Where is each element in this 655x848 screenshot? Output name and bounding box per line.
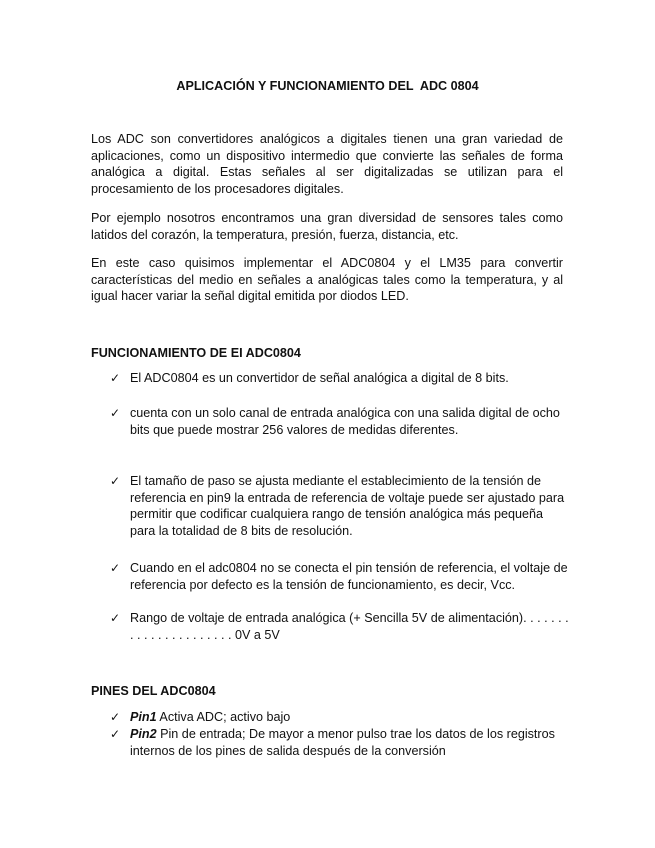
list-item — [110, 405, 570, 438]
funcionamiento-list-2 — [110, 405, 570, 438]
checkmark-icon: ✓ — [110, 561, 121, 575]
funcionamiento-list-5 — [110, 610, 570, 643]
checkmark-icon: ✓ — [110, 710, 121, 724]
list-item — [110, 560, 570, 593]
checkmark-icon: ✓ — [110, 474, 121, 488]
funcionamiento-heading: FUNCIONAMIENTO DE EI ADC0804 — [91, 346, 301, 360]
checkmark-icon: ✓ — [110, 611, 121, 625]
pines-list-2 — [110, 726, 570, 759]
pin-name: Pin2 — [130, 727, 157, 741]
checkmark-icon: ✓ — [110, 727, 121, 741]
document-title: APLICACIÓN Y FUNCIONAMIENTO DEL ADC 0804 — [176, 79, 479, 93]
list-item-text: cuenta con un solo canal de entrada analógica con una salida digital de ocho bits que puede mostrar 256 valores de medidas diferentes. — [130, 406, 560, 437]
list-item — [110, 726, 570, 759]
list-item — [110, 473, 570, 539]
funcionamiento-list-1 — [110, 370, 570, 387]
list-item-text: Rango de voltaje de entrada analógica (+ Sencilla 5V de alimentación). . . . . . . . . . . . . . . . . . . . . . 0V a 5V — [130, 611, 569, 642]
pin-description: Pin de entrada; De mayor a menor pulso trae los datos de los registros internos de los pines de salida después de la conversión — [130, 727, 555, 758]
list-item — [110, 709, 570, 726]
checkmark-icon: ✓ — [110, 371, 121, 385]
implementation-paragraph: En este caso quisimos implementar el ADC0804 y el LM35 para convertir características del medio en señales a analógicas tales como la temperatura, y al igual hacer variar la señal digital emitida por diodos LED. — [91, 256, 563, 303]
funcionamiento-list-3 — [110, 473, 570, 539]
list-item — [110, 370, 570, 387]
list-item-text: Cuando en el adc0804 no se conecta el pin tensión de referencia, el voltaje de referencia por defecto es la tensión de funcionamiento, es decir, Vcc. — [130, 561, 568, 592]
examples-paragraph: Por ejemplo nosotros encontramos una gran diversidad de sensores tales como latidos del corazón, la temperatura, presión, fuerza, distancia, etc. — [91, 211, 563, 242]
pin-name: Pin1 — [130, 710, 157, 724]
intro-paragraph: Los ADC son convertidores analógicos a digitales tienen una gran variedad de aplicaciones, como un dispositivo intermedio que convierte las señales de forma analógica a digital. Estas señales al ser digitalizadas se utilizan para el procesamiento de los procesadores digitales. — [91, 132, 563, 196]
funcionamiento-list-4 — [110, 560, 570, 593]
pin-description: Activa ADC; activo bajo — [156, 710, 291, 724]
pines-list-1 — [110, 709, 570, 726]
pines-heading: PINES DEL ADC0804 — [91, 684, 216, 698]
list-item-text: El tamaño de paso se ajusta mediante el establecimiento de la tensión de referencia en pin9 la entrada de referencia de voltaje puede ser ajustado para permitir que codificar cualquiera rango de tensión analógica más pequeña para la totalidad de 8 bits de resolución. — [130, 474, 565, 538]
checkmark-icon: ✓ — [110, 406, 121, 420]
list-item — [110, 610, 570, 643]
list-item-text: El ADC0804 es un convertidor de señal analógica a digital de 8 bits. — [130, 371, 509, 385]
